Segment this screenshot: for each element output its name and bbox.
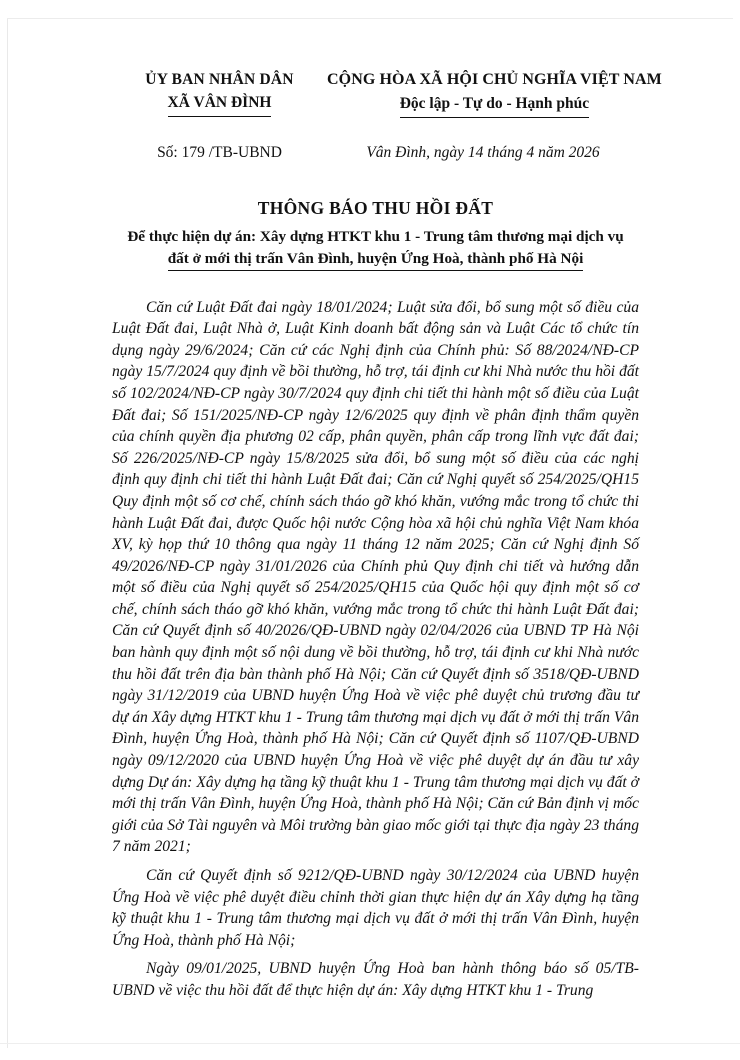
national-heading-block bbox=[327, 68, 662, 118]
document-subtitle bbox=[112, 226, 639, 271]
letterhead bbox=[112, 0, 662, 118]
page-edge-bottom bbox=[0, 1043, 740, 1044]
issuing-authority-line2: XÃ VÂN ĐÌNH bbox=[168, 91, 272, 116]
body-paragraph: Căn cứ Quyết định số 9212/QĐ-UBND ngày 30/12/2024 của UBND huyện Ứng Hoà về việc phê duyệt điều chỉnh thời gian thực hiện dự án Xây dựng hạ tầng kỹ thuật khu 1 - Trung tâm thương mại dịch vụ đất ở mới thị trấn Vân Đình, huyện Ứng Hoà, thành phố Hà Nội; bbox=[112, 867, 639, 949]
page-edge-left bbox=[7, 18, 8, 1048]
document-body bbox=[112, 297, 639, 1002]
document-subtitle-line2: đất ở mới thị trấn Vân Đình, huyện Ứng Hoà, thành phố Hà Nội bbox=[168, 248, 584, 271]
national-name: CỘNG HÒA XÃ HỘI CHỦ NGHĨA VIỆT NAM bbox=[327, 71, 662, 88]
document-number: Số: 179 /TB-UBND bbox=[157, 144, 282, 162]
title-block bbox=[112, 196, 639, 271]
national-motto: Độc lập - Tự do - Hạnh phúc bbox=[400, 92, 589, 118]
document-content bbox=[112, 0, 662, 1002]
body-paragraph: Ngày 09/01/2025, UBND huyện Ứng Hoà ban hành thông báo số 05/TB-UBND về việc thu hồi đất để thực hiện dự án: Xây dựng HTKT khu 1 - Trung bbox=[112, 960, 639, 999]
page-title: THÔNG BÁO THU HỒI ĐẤT bbox=[257, 198, 494, 219]
issuing-authority-line1: ỦY BAN NHÂN DÂN bbox=[145, 71, 294, 88]
document-place-date: Vân Đình, ngày 14 tháng 4 năm 2026 bbox=[366, 144, 600, 162]
body-paragraph: Căn cứ Luật Đất đai ngày 18/01/2024; Luật sửa đổi, bổ sung một số điều của Luật Đất đai, Luật Nhà ở, Luật Kinh doanh bất động sản và Luật Các tổ chức tín dụng ngày 29/6/2024; Căn cứ các Nghị định của Chính phủ: Số 88/2024/NĐ-CP ngày 15/7/2024 quy định về bồi thường, hỗ trợ, tái định cư khi Nhà nước thu hồi đất số 102/2024/NĐ-CP ngày 30/7/2024 quy định chi tiết thi hành một số điều của Luật Đất đai; Số 151/2025/NĐ-CP ngày 12/6/2025 quy định về phân định thẩm quyền của chính quyền địa phương 02 cấp, phân quyền, phân cấp trong lĩnh vực đất đai; Số 226/2025/NĐ-CP ngày 15/8/2025 sửa đổi, bổ sung một số điều của các nghị định quy định chi tiết thi hành Luật Đất đai; Căn cứ Nghị quyết số 254/2025/QH15 Quy định một số cơ chế, chính sách tháo gỡ khó khăn, vướng mắc trong tổ chức thi hành Luật Đất đai, được Quốc hội nước Cộng hòa xã hội chủ nghĩa Việt Nam khóa XV, kỳ họp thứ 10 thông qua ngày 11 tháng 12 năm 2025; Căn cứ Nghị định Số 49/2026/NĐ-CP ngày 31/01/2026 của Chính phủ Quy định chi tiết và hướng dẫn một số điều của Nghị quyết số 254/2025/QH15 của Quốc hội quy định một số cơ chế, chính sách tháo gỡ khó khăn, vướng mắc trong tổ chức thi hành Luật Đất đai; Căn cứ Quyết định số 40/2026/QĐ-UBND ngày 02/04/2026 của UBND TP Hà Nội ban hành quy định một số nội dung về bồi thường, hỗ trợ, tái định cư khi Nhà nước thu hồi đất trên địa bàn thành phố Hà Nội; Căn cứ Quyết định số 3518/QĐ-UBND ngày 31/12/2019 của UBND huyện Ứng Hoà về việc phê duyệt chủ trương đầu tư dự án Xây dựng HTKT khu 1 - Trung tâm thương mại dịch vụ đất ở mới thị trấn Vân Đình, huyện Ứng Hoà, thành phố Hà Nội; Căn cứ Quyết định số 1107/QĐ-UBND ngày 09/12/2020 của UBND huyện Ứng Hoà về việc phê duyệt dự án đầu tư xây dựng Dự án: Xây dựng hạ tầng kỹ thuật khu 1 - Trung tâm thương mại dịch vụ đất ở mới thị trấn Vân Đình, huyện Ứng Hoà, thành phố Hà Nội; Căn cứ Bản định vị mốc giới của Sở Tài nguyên và Môi trường bàn giao mốc giới tại thực địa ngày 23 tháng 7 năm 2021; bbox=[112, 298, 639, 856]
document-meta-row bbox=[112, 144, 639, 162]
issuing-authority-block bbox=[112, 68, 327, 117]
document-subtitle-line1: Để thực hiện dự án: Xây dựng HTKT khu 1 - Trung tâm thương mại dịch vụ bbox=[127, 227, 624, 245]
issuing-authority-line2-wrapper bbox=[112, 91, 327, 116]
national-motto-wrapper bbox=[327, 92, 662, 118]
